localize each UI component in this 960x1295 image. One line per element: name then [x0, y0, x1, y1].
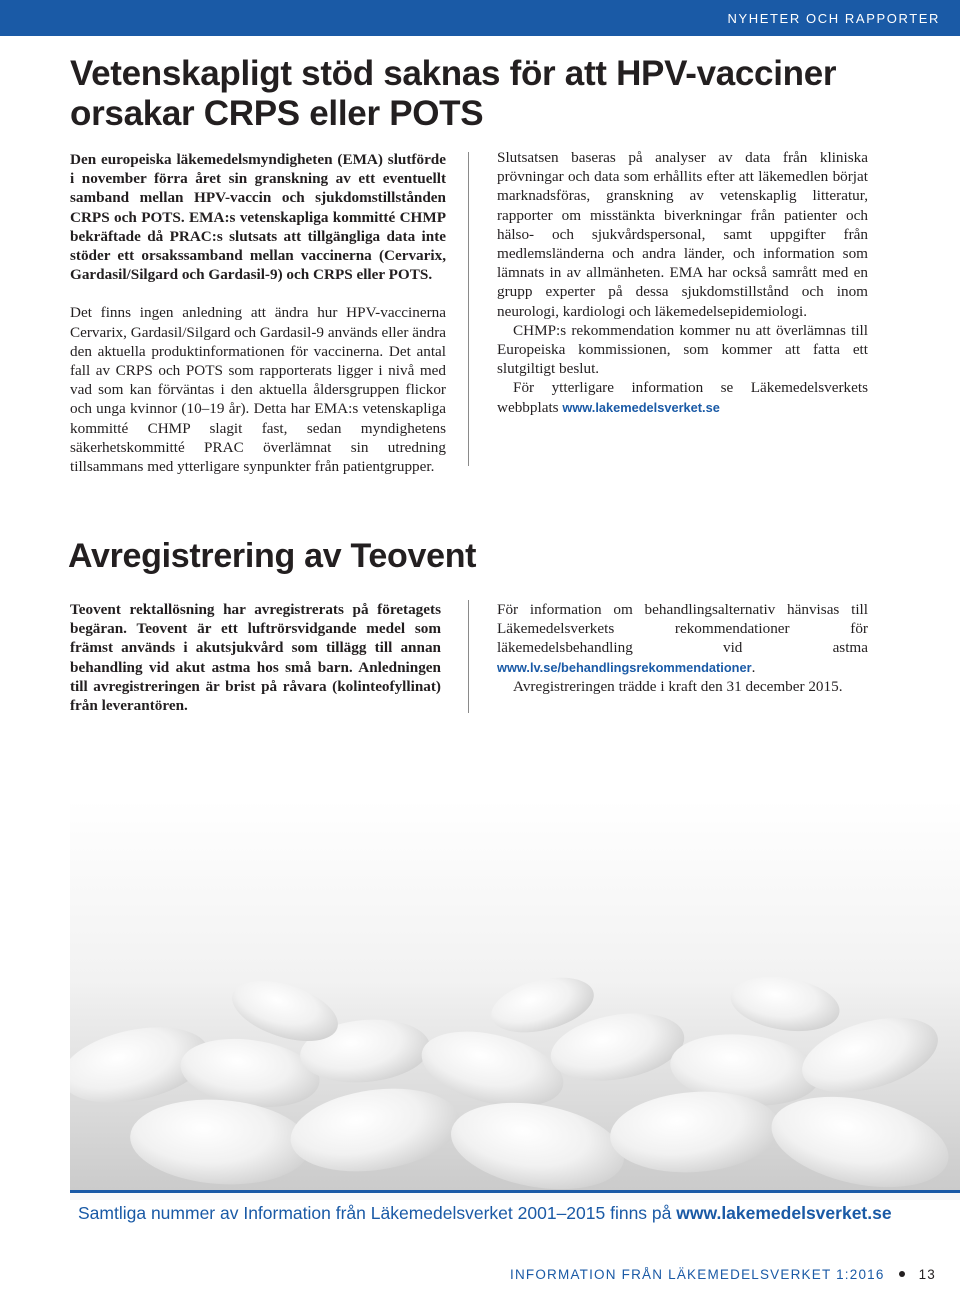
article-title-hpv: Vetenskapligt stöd saknas för att HPV-vacciner orsakar CRPS eller POTS: [70, 54, 837, 133]
archive-banner-message: Samtliga nummer av Information från Läkemedelsverket 2001–2015 finns på: [78, 1203, 672, 1223]
article-hpv-column-1: [70, 150, 446, 476]
section-label: NYHETER OCH RAPPORTER: [727, 11, 940, 26]
article-hpv-column-2: [497, 150, 868, 417]
article-hpv-body-3: CHMP:s rekommendation kommer nu att överlämnas till Europeiska kommissionen, som kommer att fatta ett slutgiltigt beslut.: [497, 321, 868, 378]
tablet: [444, 1090, 631, 1200]
page-footer: [510, 1267, 936, 1282]
bullet-separator: [899, 1271, 905, 1277]
page-number: 13: [918, 1267, 937, 1282]
article-teovent-body-2: Avregistreringen trädde i kraft den 31 december 2015.: [513, 677, 843, 695]
behandlingsrekommendationer-link[interactable]: www.lv.se/behandlingsrekommendationer: [497, 659, 752, 675]
article-teovent-body-1: För information om behandlingsalternativ hänvisas till Läkemedelsverkets rekommendationer för läkemedelsbehandling vid astma www.lv.se/behandlingsrekommendationer.: [497, 601, 868, 676]
tablet: [727, 970, 844, 1039]
archive-banner-link[interactable]: www.lakemedelsverket.se: [676, 1203, 892, 1223]
article-teovent-body-1-text: För information om behandlingsalternativ hänvisas till Läkemedelsverkets rekommendationer för läkemedelsbehandling vid astma: [497, 601, 868, 657]
article-hpv-body-4-text: För ytterligare information se Läkemedelsverkets webbplats: [497, 379, 868, 416]
archive-banner-text: [78, 1203, 892, 1224]
article-teovent-column-1: [70, 600, 441, 715]
article-hpv-body-1: Det finns ingen anledning att ändra hur HPV-vaccinerna Cervarix, Gardasil/Silgard och Gardasil-9 används eller ändra den aktuella produktinformationen för vaccinerna. Det antal fall av CRPS och POTS som rapporterats ligger i nivå med vad som kan förväntas i den aktuella åldersgruppen flickor och unga kvinnor (10–19 år). Detta har EMA:s vetenskapliga kommitté CHMP slagit fast, sedan myndighetens säkerhetskommitté PRAC överlämnat sin utredning tillsammans med ytterligare synpunkter från patientgrupper.: [70, 304, 446, 476]
tablet: [607, 1086, 782, 1178]
column-divider: [468, 600, 469, 713]
lakemedelsverket-link[interactable]: www.lakemedelsverket.se: [562, 399, 720, 415]
article-teovent-column-2: [497, 600, 868, 696]
column-divider: [468, 152, 469, 466]
article-teovent-lead: Teovent rektallösning har avregistrerats på företagets begäran. Teovent är ett luftrörsvidgande medel som främst används i akutsjukvård som tillägg till annan behandling vid akut astma hos små barn. Anledningen till avregistreringen är brist på råvara (kolinteofyllinat) från leverantören.: [70, 601, 441, 715]
tablet: [127, 1094, 312, 1190]
publication-name: INFORMATION FRÅN LÄKEMEDELSVERKET 1:2016: [510, 1267, 885, 1282]
article-hpv-body-2: Slutsatsen baseras på analyser av data från kliniska prövningar och data som erhållits efter att läkemedlen börjat marknadsföras, granskning av vetenskaplig litteratur, rapporter om misstänkta biverkningar från patienter och hälso- och sjukvårdspersonal, samt uppgifter från medlemsländerna och andra länder, och information som lämnats in av allmänheten. EMA har också samrått med en grupp experter på dessa sjukdomstillstånd och inom neurologi, kardiologi och läkemedelsepidemiologi.: [497, 149, 868, 320]
section-header-band: [0, 0, 960, 36]
white-tablets-photo: [70, 800, 960, 1200]
article-hpv-lead: Den europeiska läkemedelsmyndigheten (EMA) slutförde i november förra året sin granskning av ett eventuellt samband mellan HPV-vaccin och sjukdomstillstånden CRPS och POTS. EMA:s vetenskapliga kommitté CHMP bekräftade då PRAC:s slutsats att tillgängliga data inte stöder ett orsakssamband mellan vaccinerna (Cervarix, Gardasil/Silgard och Gardasil-9) och CRPS eller POTS.: [70, 151, 446, 284]
article-hpv-body-4: [497, 378, 868, 416]
archive-banner: [70, 1190, 960, 1233]
article-title-teovent: Avregistrering av Teovent: [68, 537, 477, 575]
